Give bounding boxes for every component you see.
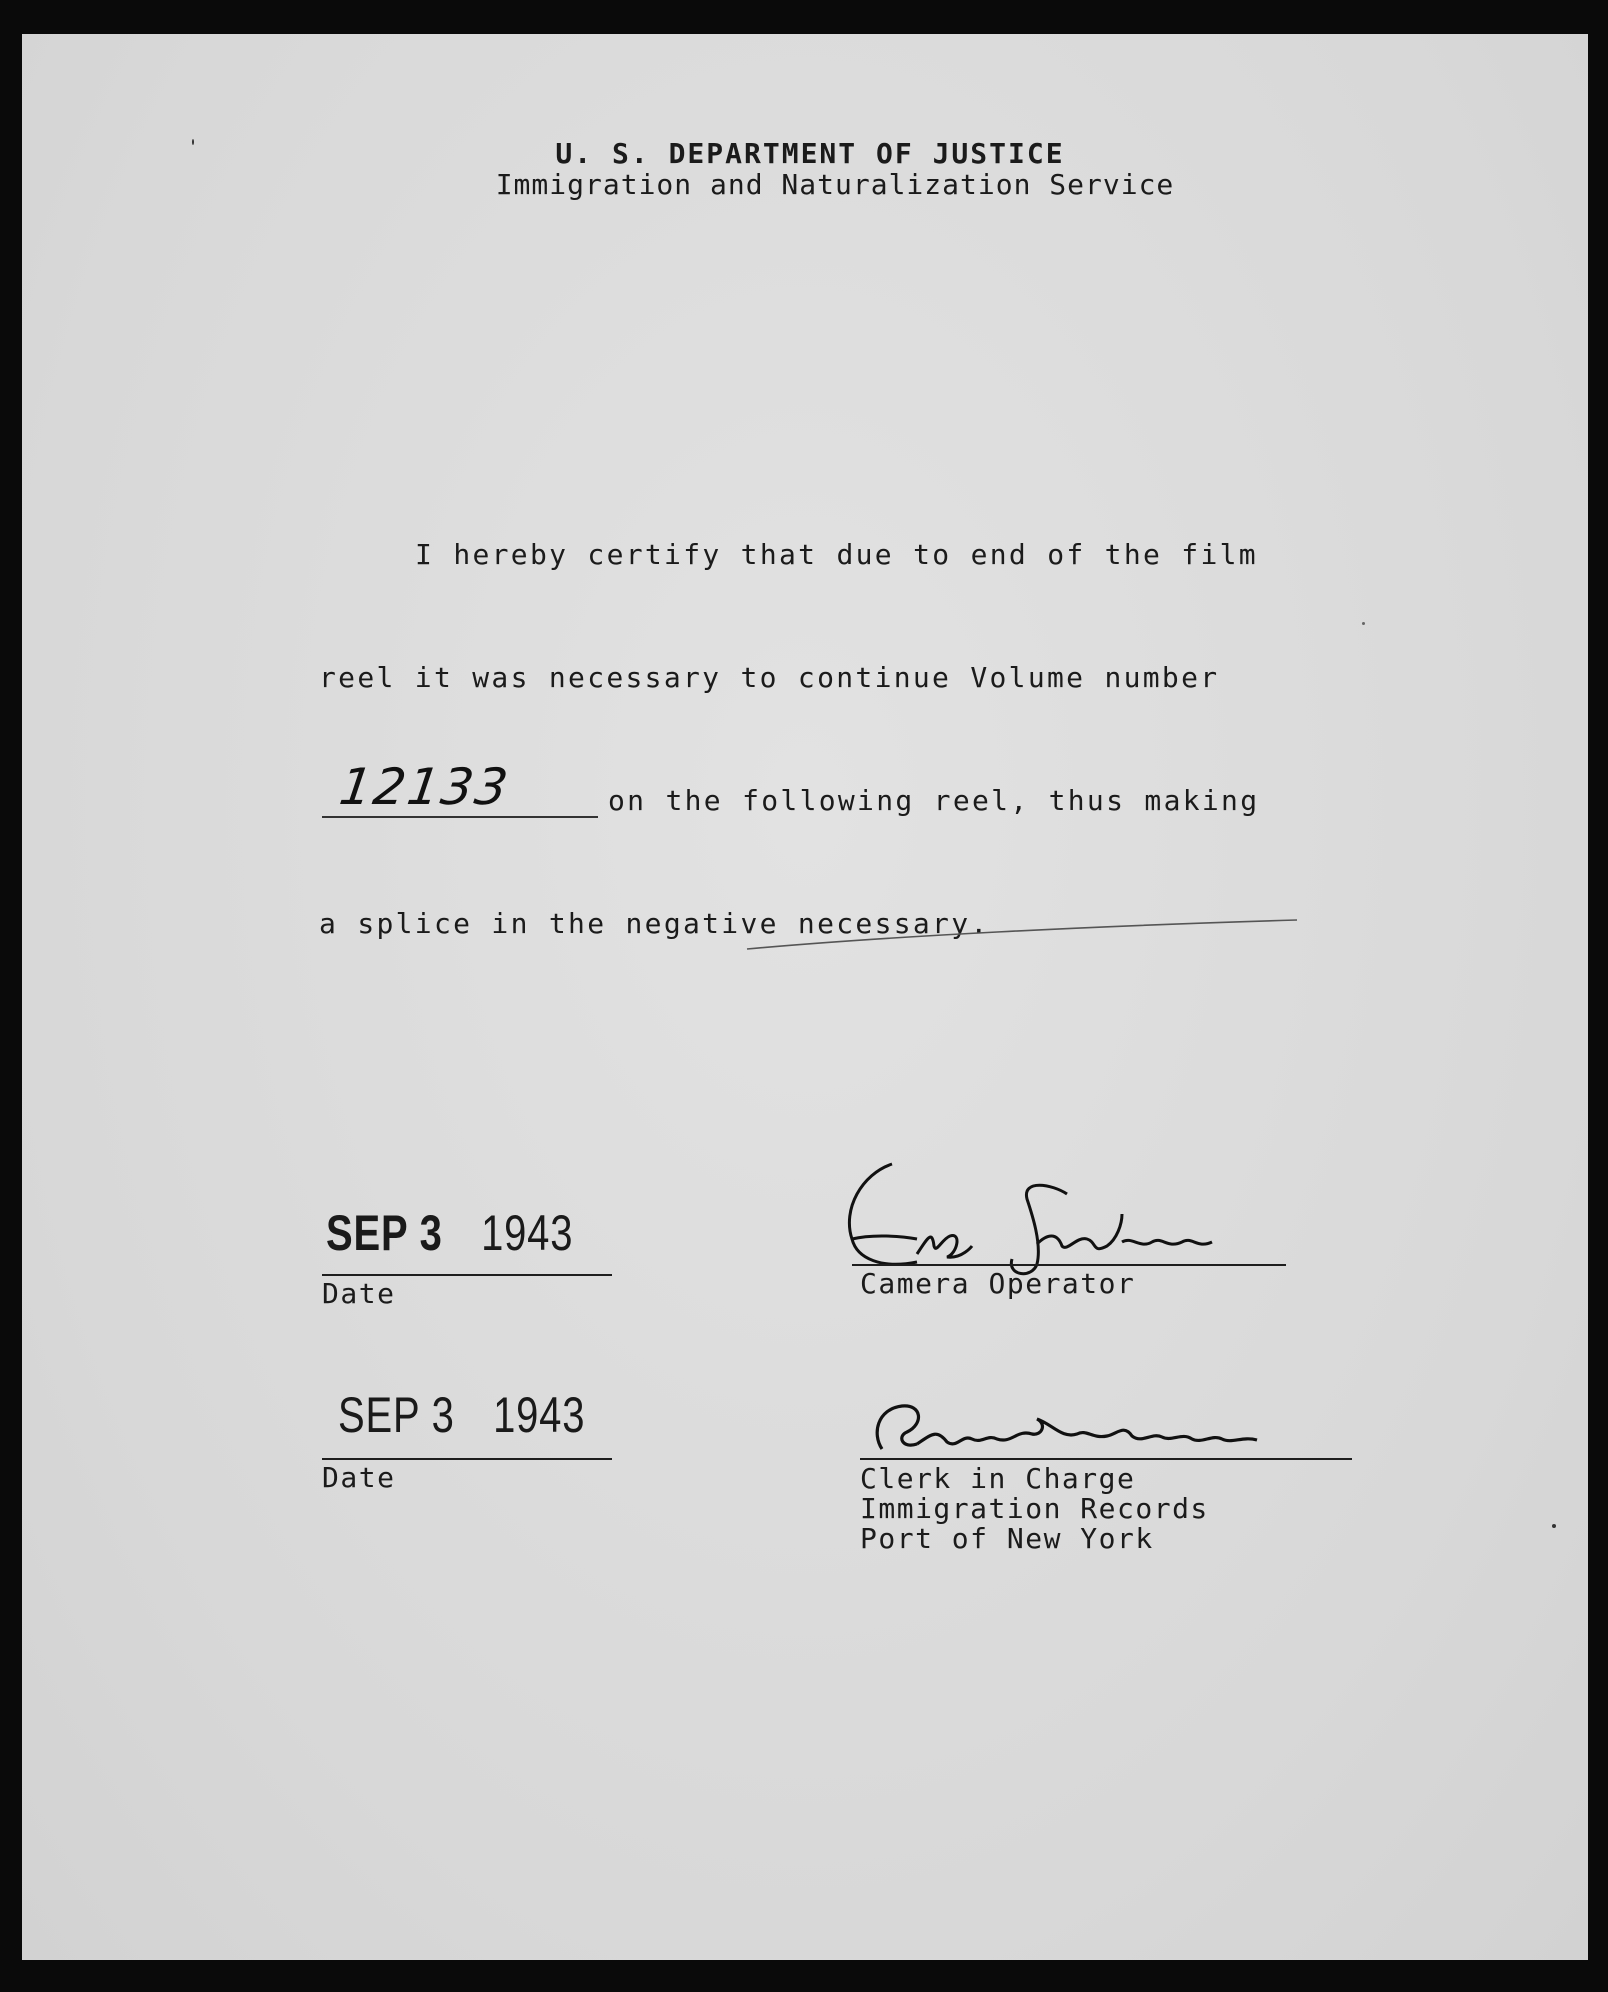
volume-number: 12133	[335, 758, 514, 816]
operator-label: Camera Operator	[860, 1267, 1136, 1300]
date-stamp-2-year: 1943	[493, 1387, 586, 1443]
date-stamp-1-year: 1943	[481, 1205, 574, 1261]
date-stamp-2-day: SEP 3	[338, 1387, 455, 1443]
certification-line-4: a splice in the negative necessary.	[319, 907, 990, 940]
date-stamp-1	[326, 1204, 573, 1262]
clerk-title-2: Immigration Records	[860, 1492, 1209, 1525]
agency-heading: U. S. DEPARTMENT OF JUSTICE	[555, 137, 1065, 170]
service-heading: Immigration and Naturalization Service	[495, 168, 1175, 201]
date-line-2	[322, 1458, 612, 1460]
scan-speck	[1362, 622, 1365, 625]
document-page	[22, 34, 1588, 1960]
scan-speck	[192, 139, 194, 145]
date-stamp-1-day: SEP 3	[326, 1205, 443, 1261]
certification-line-3: on the following reel, thus making	[608, 784, 1260, 817]
pen-stroke	[742, 914, 1302, 954]
clerk-signature	[862, 1394, 1322, 1464]
date-line-1	[322, 1274, 612, 1276]
scan-speck	[1552, 1524, 1556, 1528]
date-label-1: Date	[322, 1277, 396, 1310]
clerk-title-1: Clerk in Charge	[860, 1462, 1136, 1495]
certification-line-1: I hereby certify that due to end of the film	[415, 538, 1258, 571]
clerk-title-3: Port of New York	[860, 1522, 1154, 1555]
operator-line	[852, 1264, 1286, 1266]
date-stamp-2	[338, 1386, 585, 1444]
clerk-line	[860, 1458, 1352, 1460]
volume-number-blank	[322, 816, 598, 818]
certification-line-2: reel it was necessary to continue Volume number	[319, 661, 1220, 694]
date-label-2: Date	[322, 1461, 396, 1494]
